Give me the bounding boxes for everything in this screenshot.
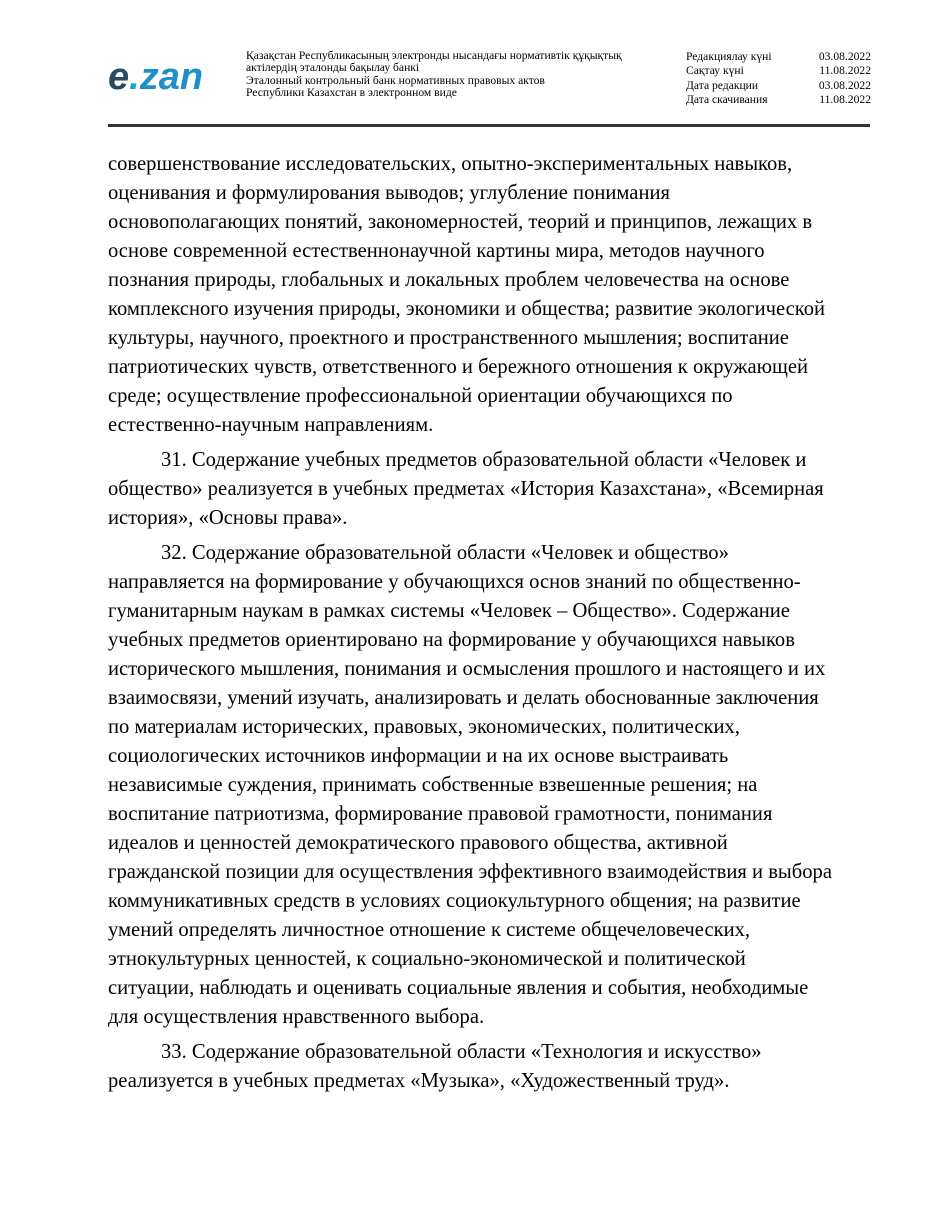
text-line: естественно-научным направлениям.: [108, 414, 434, 436]
text-line: независимые суждения, принимать собственные взвешенные решения; на: [108, 774, 758, 796]
text-line: умений определять личностное отношение к системе общечеловеческих,: [108, 919, 751, 941]
paragraph-31: [108, 446, 870, 533]
text-line: история», «Основы права».: [108, 507, 348, 529]
text-line: ситуации, наблюдать и оценивать социальные явления и события, необходимые: [108, 977, 809, 999]
text-line: оценивания и формулирования выводов; углубление понимания: [108, 182, 670, 204]
text-line: 33. Содержание образовательной области «Технология и искусство»: [161, 1041, 762, 1063]
text-line: общество» реализуется в учебных предметах «История Казахстана», «Всемирная: [108, 478, 824, 500]
text-line: 32. Содержание образовательной области «Человек и общество»: [161, 542, 729, 564]
text-line: учебных предметов ориентировано на формирование у обучающихся навыков: [108, 629, 795, 651]
meta-label: Дата редакции: [686, 78, 759, 92]
meta-label: Сақтау күні: [686, 64, 744, 78]
logo-e: e: [108, 56, 130, 98]
paragraph-continuation: [108, 150, 870, 440]
text-line: социологических источников информации и на их основе выстраивать: [108, 745, 729, 767]
text-line: взаимосвязи, умений изучать, анализировать и делать обоснованные заключения: [108, 687, 819, 709]
text-line: комплексного изучения природы, экономики и общества; развитие экологической: [108, 298, 826, 320]
text-line: гуманитарным наукам в рамках системы «Человек – Общество». Содержание: [108, 600, 790, 622]
meta-row-edit-date: [686, 79, 871, 93]
meta-label: Редакциялау күні: [686, 50, 772, 63]
text-line: совершенствование исследовательских, опытно-экспериментальных навыков,: [108, 153, 793, 175]
text-line: основополагающих понятий, закономерностей, теорий и принципов, лежащих в: [108, 211, 813, 233]
description-line: Эталонный контрольный банк нормативных правовых актов: [246, 73, 545, 87]
text-line: коммуникативных средств в условиях социокультурного общения; на развитие: [108, 890, 801, 912]
text-line: идеалов и ценностей демократического правового общества, активной: [108, 832, 728, 854]
meta-row-download-date: [686, 93, 871, 107]
meta-value: 03.08.2022: [818, 50, 871, 63]
header-divider: [108, 124, 870, 127]
text-line: направляется на формирование у обучающихся основ знаний по общественно-: [108, 571, 801, 593]
meta-label: Дата скачивания: [686, 92, 768, 106]
meta-row-edit-date-kz: [686, 50, 871, 64]
document-dates: [686, 50, 871, 107]
text-line: для осуществления нравственного выбора.: [108, 1006, 485, 1028]
description-line: актілердің эталонды бақылау банкі: [246, 61, 420, 75]
text-line: основе современной естественнонаучной картины мира, методов научного: [108, 240, 765, 262]
meta-value: 11.08.2022: [819, 92, 871, 106]
document-body: [108, 150, 870, 1102]
description-line: Қазақстан Республикасының электронды нысандағы нормативтік құқықтық: [246, 49, 622, 62]
logo-dot: .: [129, 56, 140, 98]
logo-zan: zan: [139, 56, 204, 98]
meta-value: 03.08.2022: [818, 78, 871, 92]
text-line: воспитание патриотизма, формирование правовой грамотности, понимания: [108, 803, 773, 825]
text-line: культуры, научного, проектного и пространственного мышления; воспитание: [108, 327, 789, 349]
meta-row-save-date-kz: [686, 64, 871, 78]
document-header: [108, 46, 870, 108]
text-line: реализуется в учебных предметах «Музыка», «Художественный труд».: [108, 1070, 730, 1092]
description-line: Республики Казахстан в электронном виде: [246, 85, 457, 99]
text-line: познания природы, глобальных и локальных проблем человечества на основе: [108, 269, 790, 291]
text-line: гражданской позиции для осуществления эффективного взаимодействия и выбора: [108, 861, 832, 883]
text-line: среде; осуществление профессиональной ориентации обучающихся по: [108, 385, 733, 407]
text-line: по материалам исторических, правовых, экономических, политических,: [108, 716, 740, 738]
bank-description: [246, 50, 666, 99]
text-line: исторического мышления, понимания и осмысления прошлого и настоящего и их: [108, 658, 826, 680]
ezan-logo[interactable]: [108, 58, 203, 96]
paragraph-33: [108, 1038, 870, 1096]
paragraph-32: [108, 539, 870, 1032]
text-line: патриотических чувств, ответственного и бережного отношения к окружающей: [108, 356, 809, 378]
meta-value: 11.08.2022: [819, 64, 871, 78]
text-line: 31. Содержание учебных предметов образовательной области «Человек и: [161, 449, 807, 471]
text-line: этнокультурных ценностей, к социально-экономической и политической: [108, 948, 746, 970]
